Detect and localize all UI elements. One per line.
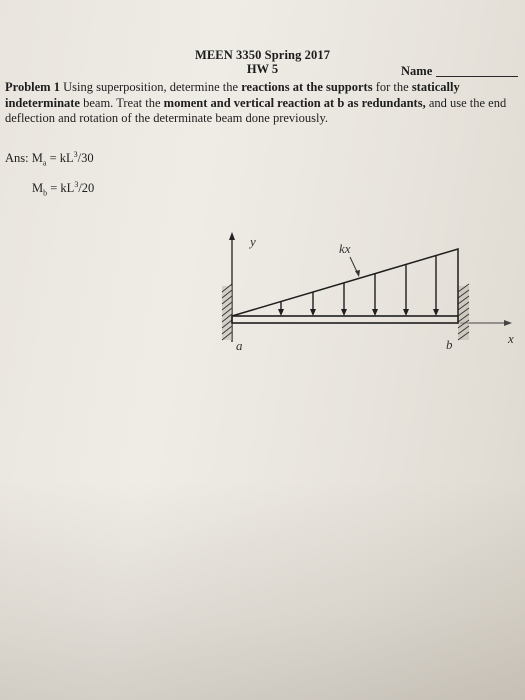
course-title: MEEN 3350 Spring 2017 [194,48,331,62]
problem-text-1: Using superposition, determine the [63,80,239,94]
ma-subscript: a [42,158,47,168]
x-axis-arrowhead [504,320,512,326]
mb-symbol: M [32,181,44,196]
ma-exponent: 3 [73,150,78,159]
mb-denominator: /20 [78,181,95,196]
x-axis-label: x [508,331,514,346]
beam [232,316,458,323]
y-axis-arrowhead [229,232,235,240]
assignment-title: HW 5 [246,62,279,76]
problem-text-4: and use the end deflection and rotation of the determinate beam done previously. [5,95,507,125]
ma-denominator: /30 [77,151,94,166]
triangular-load-outline [232,249,458,316]
problem-bold-2: statically indeterminate [5,80,460,110]
problem-bold-1: reactions at the supports [241,80,373,94]
problem-text-3: beam. Treat the [83,95,161,110]
support-b-label: b [446,337,453,352]
support-a-label: a [236,338,243,353]
mb-exponent: 3 [74,180,79,189]
mb-subscript: b [43,188,48,198]
load-label: kx [339,241,351,256]
problem-bold-3: moment and vertical reaction at b as redundants, [163,95,426,110]
mb-equals: = kL [50,181,75,196]
fixed-support-b [458,284,469,340]
problem-text-2: for the [375,80,409,94]
answer-prefix: Ans: [5,151,29,166]
name-label: Name [401,64,433,78]
ma-equals: = kL [49,151,74,166]
fixed-support-a [222,284,232,340]
load-arrows [278,255,439,316]
y-axis-label: y [250,234,256,249]
load-label-leader-head [355,270,360,277]
problem-label: Problem 1 [5,80,60,94]
ma-symbol: M [31,151,43,166]
